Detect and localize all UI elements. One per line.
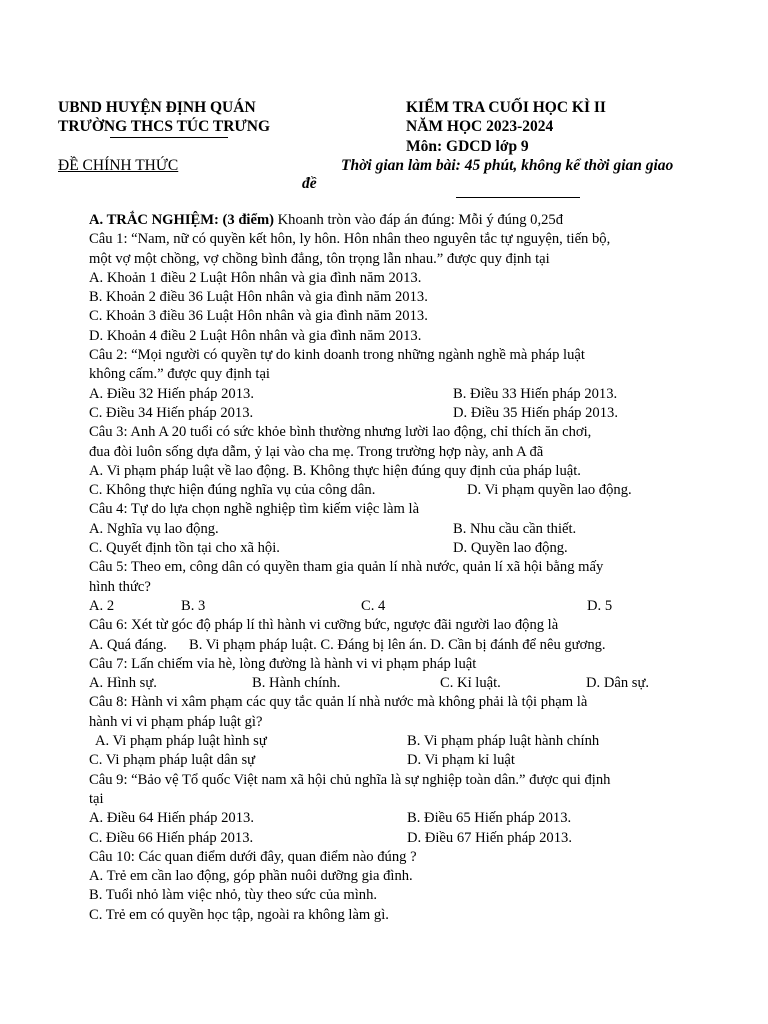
question-4-option-a[interactable]: A. Nghĩa vụ lao động.: [89, 520, 219, 537]
exam-body: [89, 211, 689, 925]
question-3-stem-line-1: Câu 3: Anh A 20 tuổi có sức khỏe bình thường nhưng lười lao động, chỉ thích ăn chơi,: [89, 424, 592, 441]
question-7-option-a[interactable]: A. Hình sự.: [89, 675, 157, 692]
question-9-option-b[interactable]: B. Điều 65 Hiến pháp 2013.: [407, 810, 572, 827]
question-1-option-a[interactable]: A. Khoản 1 điều 2 Luật Hôn nhân và gia đình năm 2013.: [89, 269, 422, 286]
question-4-options-row-2: [89, 539, 689, 558]
time-underline: [456, 197, 580, 198]
question-4-options-row-1: [89, 520, 689, 539]
question-4-option-b[interactable]: B. Nhu cầu cần thiết.: [453, 520, 577, 537]
question-10-option-a[interactable]: A. Trẻ em cần lao động, góp phần nuôi dưỡng gia đình.: [89, 868, 413, 885]
question-8-option-b[interactable]: B. Vi phạm pháp luật hành chính: [407, 733, 600, 750]
question-9-option-a[interactable]: A. Điều 64 Hiến pháp 2013.: [89, 810, 254, 827]
question-3-stem-line-2: đua đòi luôn sống dựa dẫm, ỷ lại vào cha mẹ. Trong trường hợp này, anh A đã: [89, 443, 544, 460]
question-9-option-d[interactable]: D. Điều 67 Hiến pháp 2013.: [407, 829, 572, 846]
question-5-option-c[interactable]: C. 4: [361, 597, 386, 614]
question-1-option-d[interactable]: D. Khoản 4 điều 2 Luật Hôn nhân và gia đình năm 2013.: [89, 327, 422, 344]
question-2-options-row-1: [89, 385, 689, 404]
question-2-stem-line-1: Câu 2: “Mọi người có quyền tự do kinh doanh trong những ngành nghề mà pháp luật: [89, 347, 585, 364]
question-10-stem: Câu 10: Các quan điểm dưới đây, quan điểm nào đúng ?: [89, 848, 417, 865]
question-9-stem-line-2: tại: [89, 790, 104, 807]
question-2-option-c[interactable]: C. Điều 34 Hiến pháp 2013.: [89, 404, 254, 421]
question-8-option-c[interactable]: C. Vi phạm pháp luật dân sự: [89, 752, 256, 769]
subject-line: Môn: GDCD lớp 9: [406, 138, 529, 155]
question-6-options-row: [89, 636, 689, 655]
question-7-stem: Câu 7: Lấn chiếm vỉa hè, lòng đường là hành vi vi phạm pháp luật: [89, 655, 477, 672]
question-2-option-d[interactable]: D. Điều 35 Hiến pháp 2013.: [453, 404, 618, 421]
question-4-option-d[interactable]: D. Quyền lao động.: [453, 540, 568, 557]
question-5-option-d[interactable]: D. 5: [587, 597, 613, 614]
question-7-option-d[interactable]: D. Dân sự.: [586, 675, 650, 692]
section-a-instruction: Khoanh tròn vào đáp án đúng: Mỗi ý đúng 0,25đ: [273, 212, 563, 228]
question-6-stem: Câu 6: Xét từ góc độ pháp lí thì hành vi cưỡng bức, ngược đãi người lao động là: [89, 617, 559, 634]
question-4-stem: Câu 4: Tự do lựa chọn nghề nghiệp tìm kiếm việc làm là: [89, 501, 420, 518]
question-9-option-c[interactable]: C. Điều 66 Hiến pháp 2013.: [89, 829, 254, 846]
question-3-options-row-2: [89, 481, 689, 500]
question-8-stem-line-1: Câu 8: Hành vi xâm phạm các quy tắc quản lí nhà nước mà không phải là tội phạm là: [89, 694, 588, 711]
question-5-stem-line-1: Câu 5: Theo em, công dân có quyền tham gia quản lí nhà nước, quản lí xã hội bằng mấy: [89, 559, 604, 576]
time-line-1: Thời gian làm bài: 45 phút, không kể thời gian giao: [341, 157, 674, 174]
time-line-2: đề: [302, 175, 317, 192]
question-5-option-b[interactable]: B. 3: [181, 597, 206, 614]
section-a-title: A. TRẮC NGHIỆM: (3 điểm): [89, 212, 274, 228]
question-2-option-a[interactable]: A. Điều 32 Hiến pháp 2013.: [89, 385, 254, 402]
district-name: UBND HUYỆN ĐỊNH QUÁN: [58, 99, 256, 116]
question-6-options-bcd[interactable]: B. Vi phạm pháp luật. C. Đáng bị lên án. D. Cần bị đánh để nêu gương.: [189, 636, 606, 653]
question-8-option-a[interactable]: A. Vi phạm pháp luật hình sự: [95, 733, 267, 750]
question-6-option-a[interactable]: A. Quá đáng.: [89, 636, 167, 653]
question-7-option-b[interactable]: B. Hành chính.: [252, 675, 341, 692]
question-9-stem-line-1: Câu 9: “Bảo vệ Tổ quốc Việt nam xã hội chủ nghĩa là sự nghiệp toàn dân.” được qui định: [89, 771, 611, 788]
question-2-stem-line-2: không cấm.” được quy định tại: [89, 366, 270, 383]
question-2-option-b[interactable]: B. Điều 33 Hiến pháp 2013.: [453, 385, 618, 402]
question-8-options-row-1: [89, 732, 689, 751]
question-2-options-row-2: [89, 404, 689, 423]
question-1-option-b[interactable]: B. Khoản 2 điều 36 Luật Hôn nhân và gia đình năm 2013.: [89, 289, 428, 306]
question-5-stem-line-2: hình thức?: [89, 578, 151, 595]
school-name: TRƯỜNG THCS TÚC TRƯNG: [58, 118, 271, 135]
question-3-options-ab[interactable]: A. Vi phạm pháp luật về lao động. B. Không thực hiện đúng quy định của pháp luật.: [89, 462, 581, 479]
question-10-option-b[interactable]: B. Tuổi nhỏ làm việc nhỏ, tùy theo sức của mình.: [89, 887, 378, 904]
section-a-heading: [89, 211, 689, 230]
question-7-options-row: [89, 674, 689, 693]
question-7-option-c[interactable]: C. Kỉ luật.: [440, 675, 501, 692]
school-underline: [110, 137, 228, 138]
question-4-option-c[interactable]: C. Quyết định tồn tại cho xã hội.: [89, 540, 280, 557]
question-8-stem-line-2: hành vi vi phạm pháp luật gì?: [89, 713, 263, 730]
question-5-options-row: [89, 597, 689, 616]
question-1-option-c[interactable]: C. Khoản 3 điều 36 Luật Hôn nhân và gia đình năm 2013.: [89, 308, 428, 325]
question-9-options-row-2: [89, 829, 689, 848]
question-8-option-d[interactable]: D. Vi phạm kỉ luật: [407, 752, 515, 769]
exam-title: KIỂM TRA CUỐI HỌC KÌ II: [406, 99, 606, 116]
question-1-stem-line-2: một vợ một chồng, vợ chồng bình đẳng, tôn trọng lẫn nhau.” được quy định tại: [89, 250, 550, 267]
question-1-stem-line-1: Câu 1: “Nam, nữ có quyền kết hôn, ly hôn. Hôn nhân theo nguyên tắc tự nguyện, tiến bộ,: [89, 231, 611, 248]
question-9-options-row-1: [89, 809, 689, 828]
question-10-option-c[interactable]: C. Trẻ em có quyền học tập, ngoài ra không làm gì.: [89, 906, 389, 923]
school-year: NĂM HỌC 2023-2024: [406, 118, 554, 135]
official-label: ĐỀ CHÍNH THỨC: [58, 157, 179, 174]
question-3-option-d[interactable]: D. Vi phạm quyền lao động.: [467, 482, 632, 499]
question-8-options-row-2: [89, 751, 689, 770]
question-5-option-a[interactable]: A. 2: [89, 597, 115, 614]
question-3-option-c[interactable]: C. Không thực hiện đúng nghĩa vụ của công dân.: [89, 482, 376, 499]
